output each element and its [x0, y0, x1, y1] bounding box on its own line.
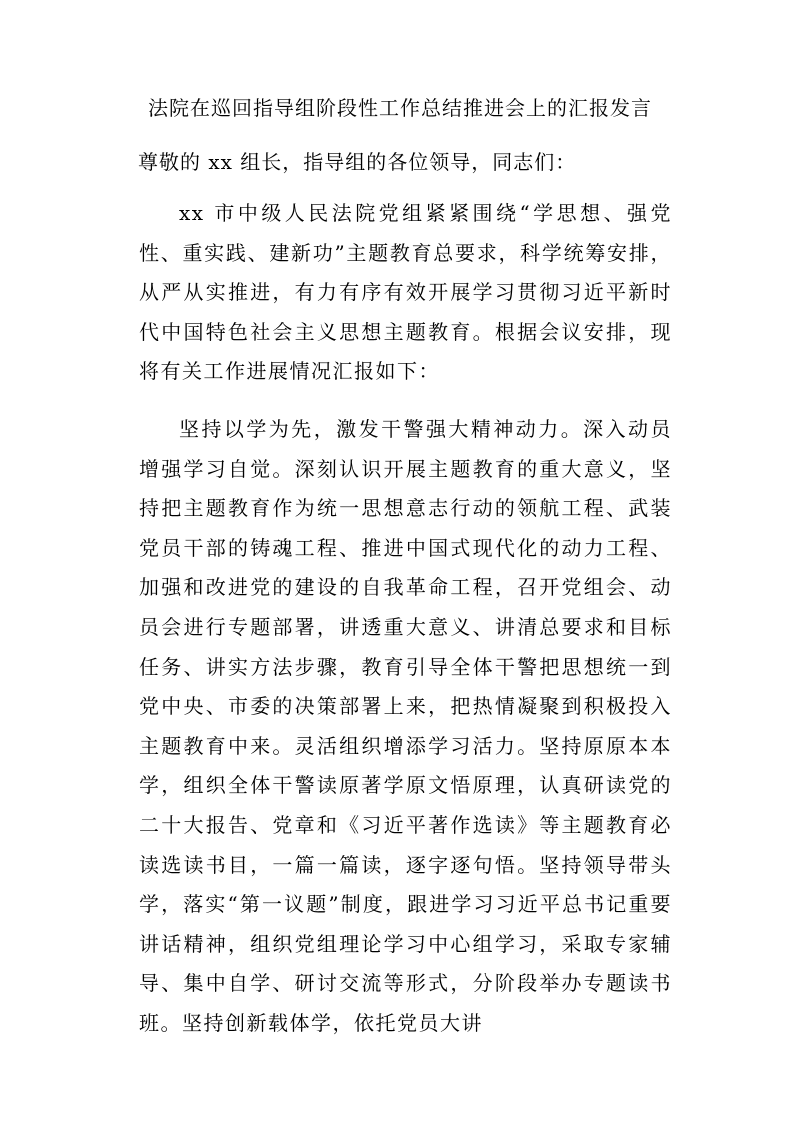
salutation: 尊敬的 xx 组长，指导组的各位领导，同志们： — [138, 150, 577, 174]
document-title: 法院在巡回指导组阶段性工作总结推进会上的汇报发言 — [148, 96, 652, 120]
document-body — [139, 194, 672, 1043]
paragraph-intro: xx 市中级人民法院党组紧紧围绕“学思想、强党性、重实践、建新功”主题教育总要求，科学统筹安排，从严从实推进，有力有序有效开展学习贯彻习近平新时代中国特色社会主义思想主题教育。根据会议安排，现将有关工作进展情况汇报如下： — [139, 201, 672, 384]
paragraph-study-first: 坚持以学为先，激发干警强大精神动力。深入动员增强学习自觉。深刻认识开展主题教育的重大意义，坚持把主题教育作为统一思想意志行动的领航工程、武装党员干部的铸魂工程、推进中国式现代化的动力工程、加强和改进党的建设的自我革命工程，召开党组会、动员会进行专题部署，讲透重大意义、讲清总要求和目标任务、讲实方法步骤，教育引导全体干警把思想统一到党中央、市委的决策部署上来，把热情凝聚到积极投入主题教育中来。灵活组织增添学习活力。坚持原原本本学，组织全体干警读原著学原文悟原理，认真研读党的二十大报告、党章和《习近平著作选读》等主题教育必读选读书目，一篇一篇读，逐字逐句悟。坚持领导带头学，落实“第一议题”制度，跟进学习习近平总书记重要讲话精神，组织党组理论学习中心组学习，采取专家辅导、集中自学、研讨交流等形式，分阶段举办专题读书班。坚持创新载体学，依托党员大讲 — [139, 416, 672, 1035]
